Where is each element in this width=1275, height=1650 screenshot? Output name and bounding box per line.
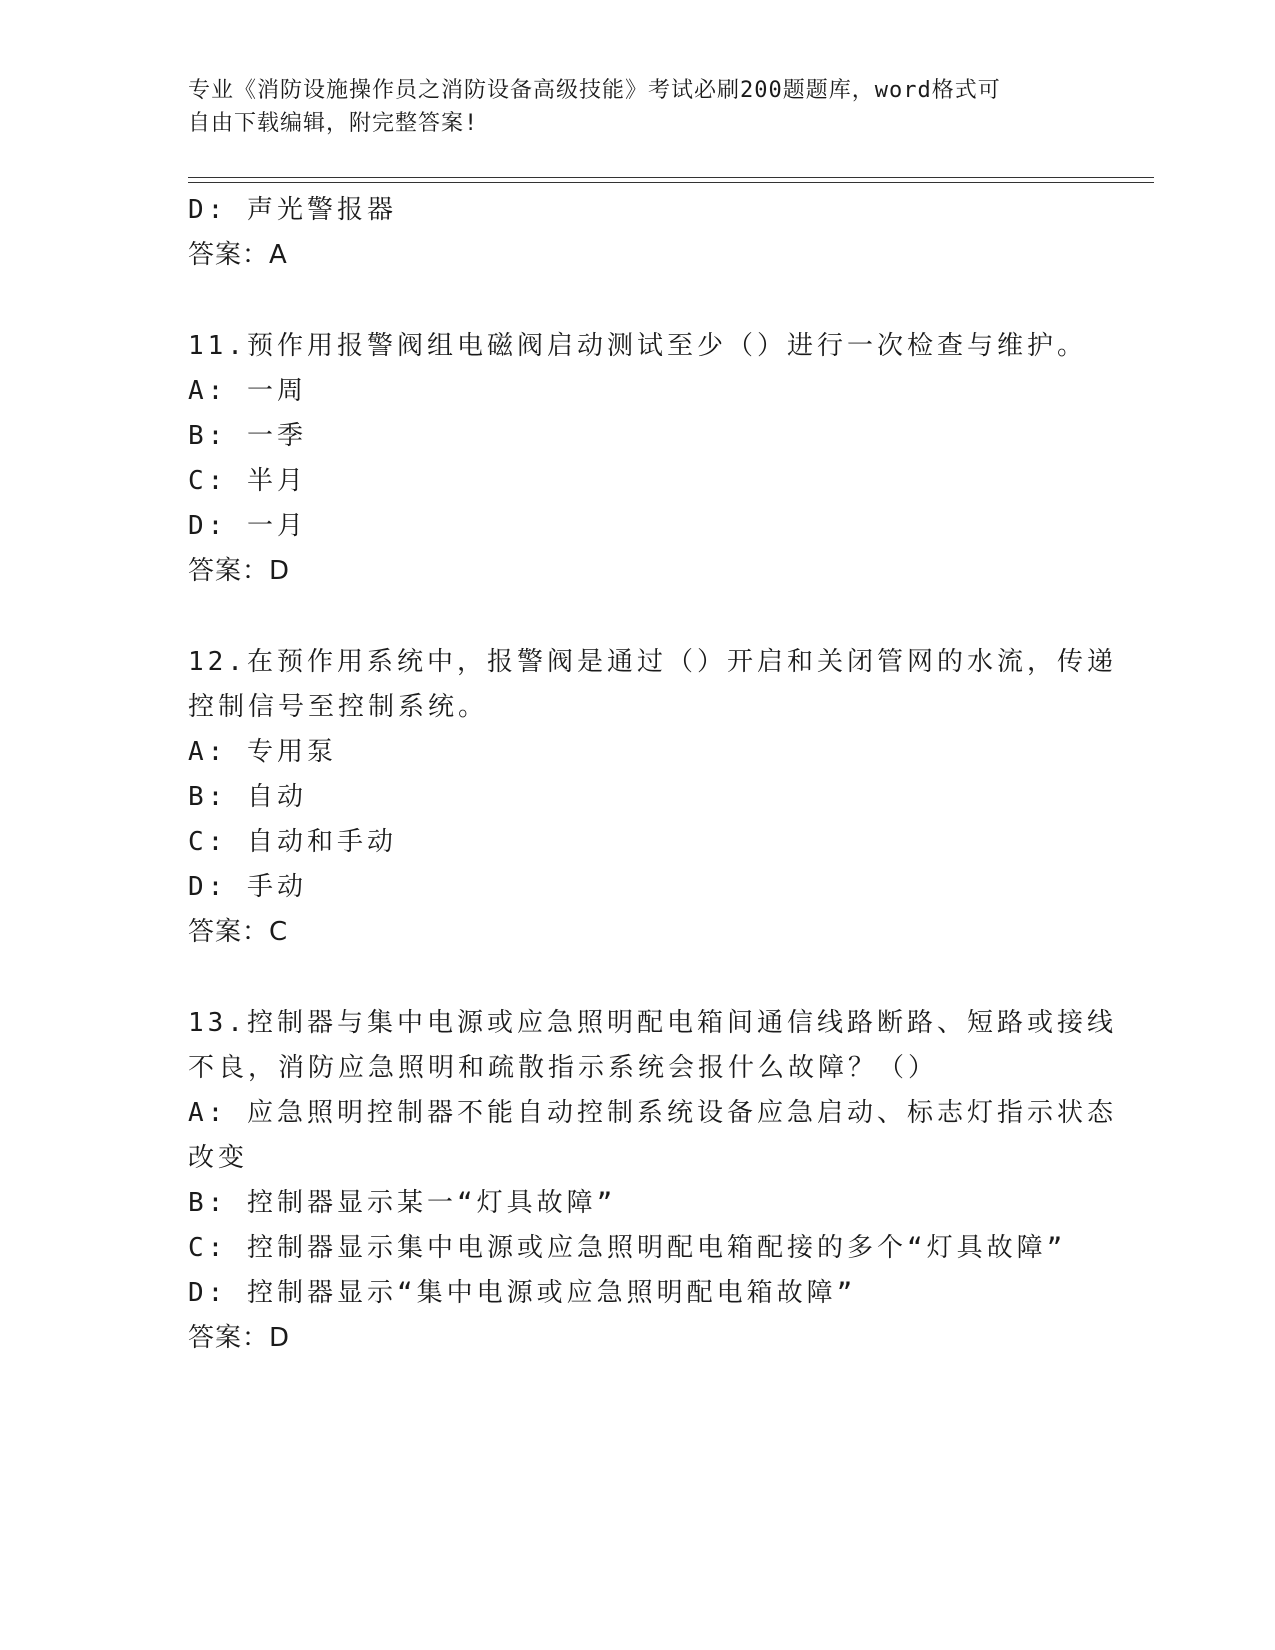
spacer (188, 955, 1088, 1001)
answer-line: 答案：D (188, 556, 291, 586)
question-stem-line-1: 12.在预作用系统中，报警阀是通过（）开启和关闭管网的水流，传递 (188, 647, 1117, 677)
header-divider-bottom (188, 182, 1154, 183)
option-c: C: 半月 (188, 466, 307, 496)
answer-line: 答案：C (188, 917, 289, 947)
option-b: B: 自动 (188, 782, 307, 812)
option-b: B: 控制器显示某一“灯具故障” (188, 1188, 617, 1218)
option-c: C: 自动和手动 (188, 827, 397, 857)
option-d: D: 声光警报器 (188, 195, 397, 225)
question-13 (188, 1001, 1117, 1361)
answer-line: 答案：A (188, 240, 288, 270)
option-d: D: 一月 (188, 511, 307, 541)
question-stem-line-1: 13.控制器与集中电源或应急照明配电箱间通信线路断路、短路或接线 (188, 1008, 1117, 1038)
question-11 (188, 324, 1088, 594)
question-stem-line-2: 控制信号至控制系统。 (188, 692, 489, 722)
header-line-1: 专业《消防设施操作员之消防设备高级技能》考试必刷200题题库，word格式可 (188, 78, 1001, 103)
spacer (188, 278, 1088, 324)
spacer (188, 594, 1088, 640)
header-line-2: 自由下载编辑，附完整答案! (188, 111, 479, 136)
option-d: D: 手动 (188, 872, 307, 902)
answer-line: 答案：D (188, 1323, 291, 1353)
option-c: C: 控制器显示集中电源或应急照明配电箱配接的多个“灯具故障” (188, 1233, 1067, 1263)
option-b: B: 一季 (188, 421, 307, 451)
page-header (188, 74, 1088, 140)
option-a-line-2: 改变 (188, 1143, 249, 1173)
option-d: D: 控制器显示“集中电源或应急照明配电箱故障” (188, 1278, 857, 1308)
option-a: A: 专用泵 (188, 737, 337, 767)
option-a-line-1: A: 应急照明控制器不能自动控制系统设备应急启动、标志灯指示状态 (188, 1098, 1117, 1128)
question-stem-line-2: 不良，消防应急照明和疏散指示系统会报什么故障？（） (188, 1053, 939, 1083)
question-content (188, 188, 1117, 1361)
previous-question-tail (188, 188, 1088, 278)
header-divider-top (188, 177, 1154, 178)
question-12 (188, 640, 1117, 955)
option-a: A: 一周 (188, 376, 307, 406)
question-stem: 11.预作用报警阀组电磁阀启动测试至少（）进行一次检查与维护。 (188, 331, 1087, 361)
